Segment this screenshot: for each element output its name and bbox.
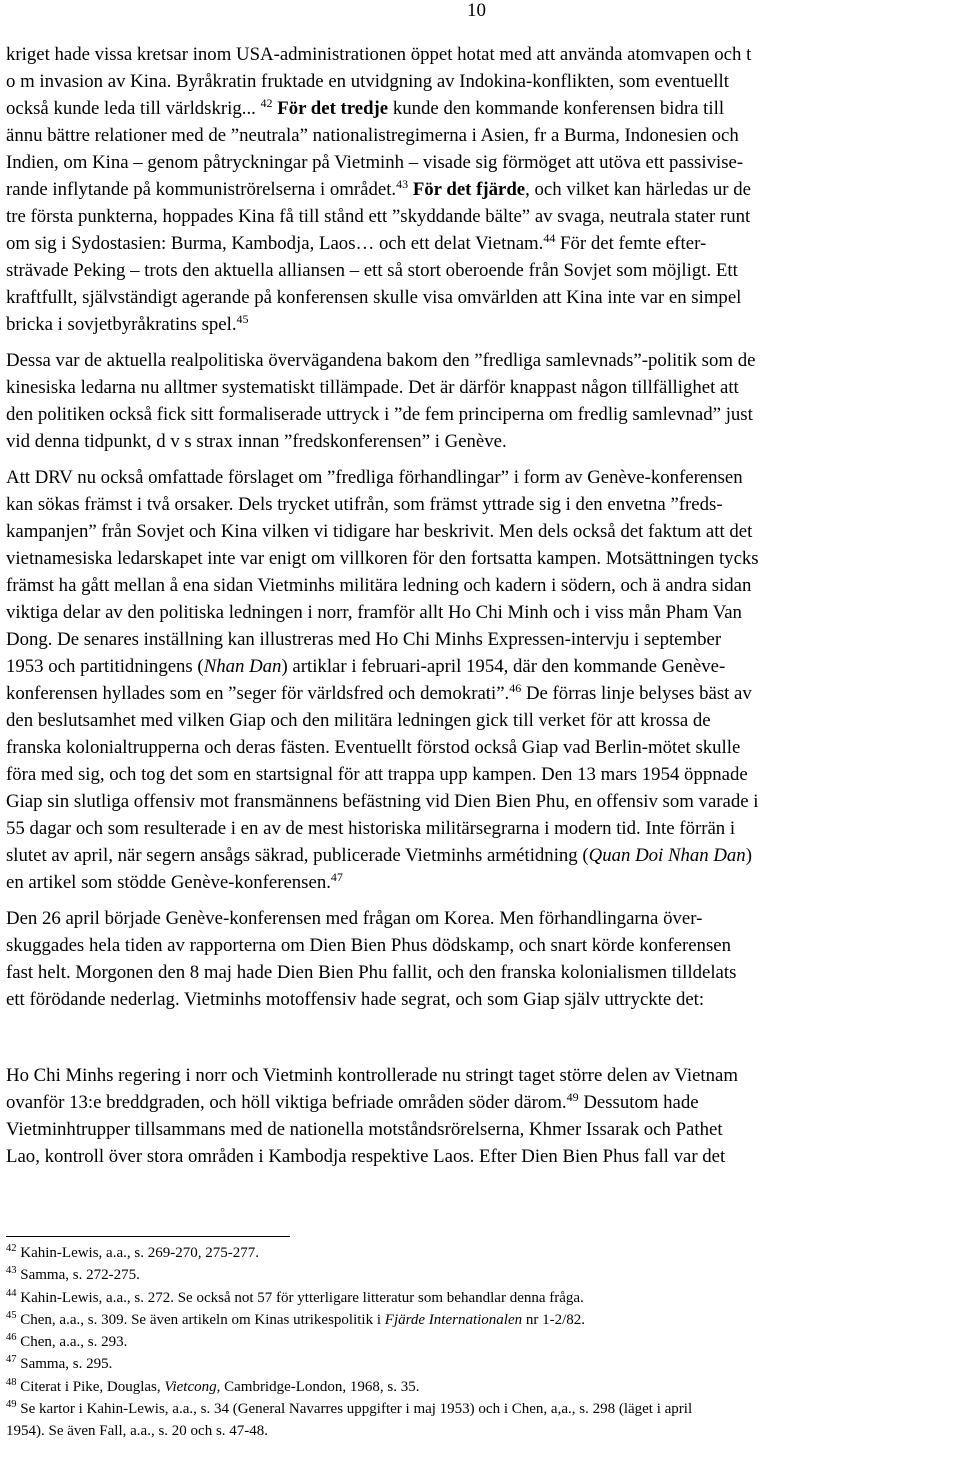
text-line: rande inflytande på kommuniströrelserna i området. [6,179,397,200]
text-line: strävade Peking – trots den aktuella alliansen – ett så stort oberoende från Sovjet som möjligt. Ett [6,260,738,281]
text-line: Vietminhtrupper tillsammans med de nationella motståndsrörelserna, Khmer Issarak och Pathet [6,1119,723,1140]
footnotes [6,1236,954,1443]
footnote-ref-45[interactable]: 45 [236,312,249,326]
footnote-ref-49[interactable]: 49 [566,1090,579,1104]
text-line: bricka i sovjetbyråkratins spel. [6,314,237,335]
paragraph-5 [6,1062,954,1170]
text-line: kunde den kommande konferensen bidra till [388,98,725,119]
footnote-text: Samma, s. 272-275. [20,1267,140,1284]
text-line: Indien, om Kina – genom påtryckningar på Vietminh – visade sig förmöget att utöva ett passivise- [6,152,744,173]
text-line: De förras linje belyses bäst av [521,683,752,704]
footnote-text: Kahin-Lewis, a.a., s. 269-270, 275-277. [20,1245,259,1261]
footnote-text: Samma, s. 295. [20,1356,113,1373]
text-line: Den 26 april började Genève-konferensen med frågan om Korea. Men förhandlingarna över- [6,908,703,929]
footnote-number: 43 [6,1265,17,1277]
text-line: ) artiklar i februari-april 1954, där den kommande Genève- [281,656,726,677]
text-line: konferensen hyllades som en ”seger för världsfred och demokrati”. [6,683,510,704]
footnote-text: Chen, a.a., s. 293. [20,1334,128,1351]
footnote-number: 44 [6,1287,17,1299]
text-line: också kunde leda till världskrig... [6,98,261,119]
paragraph-3 [6,464,954,896]
text-line: Att DRV nu också omfattade förslaget om ”fredliga förhandlingar” i form av Genève-konferensen [6,467,743,488]
text-line: en artikel som stödde Genève-konferensen. [6,872,331,893]
text-line: vid denna tidpunkt, d v s strax innan ”fredskonferensen” i Genève. [6,431,507,452]
footnote-45 [6,1309,954,1331]
footnote-text: 1954). Se även Fall, a.a., s. 20 och s. 47-48. [6,1423,269,1440]
footnote-number: 48 [6,1376,17,1388]
footnote-48 [6,1376,954,1398]
text-line: 55 dagar och som resulterade i en av de mest historiska militärsegrarna i modern tid. Inte förrän i [6,818,736,839]
page-number: 10 [467,0,486,21]
text-line: ännu bättre relationer med de ”neutrala” nationalistregimerna i Asien, fr a Burma, Indonesien och [6,125,739,146]
footnote-ref-47[interactable]: 47 [330,870,343,884]
text-line: fast helt. Morgonen den 8 maj hade Dien Bien Phu fallit, och den franska kolonialismen tilldelats [6,962,737,983]
footnote-ref-43[interactable]: 43 [396,177,409,191]
newspaper-title: Nhan Dan [203,656,282,677]
text-line: slutet av april, när segern ansågs säkrad, publicerade Vietminhs armétidning ( [6,845,589,866]
footnote-49 [6,1398,954,1443]
footnote-46 [6,1331,954,1353]
text-line: franska kolonialtrupperna och deras fästen. Eventuellt förstod också Giap vad Berlin-mötet skulle [6,737,741,758]
text-line: främst ha gått mellan å ena sidan Vietminhs militära ledning och kadern i södern, och ä andra sidan [6,575,752,596]
text-line: föra med sig, och tog det som en startsignal för att trappa upp kampen. Den 13 mars 1954 öppnade [6,764,748,785]
text-line: viktiga delar av den politiska ledningen i norr, framför allt Ho Chi Minh och i viss mån Pham Van [6,602,742,623]
footnote-number: 42 [6,1243,17,1254]
text-line: o m invasion av Kina. Byråkratin fruktade en utvidgning av Indokina-konflikten, som eventuellt [6,71,729,92]
footnote-42 [6,1242,954,1264]
footnote-number: 47 [6,1354,17,1366]
text-line: Ho Chi Minhs regering i norr och Vietminh kontrollerade nu stringt taget större delen av Vietnam [6,1065,738,1086]
paragraph-2 [6,347,954,455]
footnote-43 [6,1264,954,1286]
text-line: kampanjen” från Sovjet och Kina vilken vi tidigare har beskrivit. Men dels också det faktum att det [6,521,753,542]
text-line: tre första punkterna, hoppades Kina få till stånd ett ”skyddande bälte” av svaga, neutrala stater runt [6,206,751,227]
text-line: skuggades hela tiden av rapporterna om Dien Bien Phus dödskamp, och snart körde konferensen [6,935,731,956]
footnote-text: Kahin-Lewis, a.a., s. 272. Se också not 57 för ytterligare litteratur som behandlar denna fråga. [20,1289,584,1306]
text-line: Lao, kontroll över stora områden i Kambodja respektive Laos. Efter Dien Bien Phus fall var det [6,1146,726,1167]
emphasis-fourth: För det fjärde [412,179,526,200]
footnote-ref-46[interactable]: 46 [509,681,522,695]
text-line: om sig i Sydostasien: Burma, Kambodja, Laos… och ett delat Vietnam. [6,233,544,254]
text-line: den beslutsamhet med vilken Giap och den militära ledningen gick till verket för att krossa de [6,710,711,731]
footnote-text: Citerat i Pike, Douglas, [20,1378,165,1395]
text-line: kinesiska ledarna nu alltmer systematiskt tillämpade. Det är därför knappast någon tillfällighet att [6,377,739,398]
text-line: kriget hade vissa kretsar inom USA-administrationen öppet hotat med att använda atomvapen och t [6,44,752,65]
footnote-number: 46 [6,1332,17,1344]
block-quote [32,1025,954,1052]
footnote-number: 49 [6,1399,17,1411]
text-line: Dong. De senares inställning kan illustreras med Ho Chi Minhs Expressen-intervju i september [6,629,722,650]
footnote-text: Se kartor i Kahin-Lewis, a.a., s. 34 (General Navarres uppgifter i maj 1953) och i Chen, a,a., s. 298 (läget i april [20,1401,693,1418]
footnote-ref-44[interactable]: 44 [543,231,556,245]
text-line: ovanför 13:e breddgraden, och höll viktiga befriade områden söder därom. [6,1092,567,1113]
footnote-47 [6,1353,954,1375]
footnote-text: nr 1-2/82. [522,1311,586,1328]
footnote-number: 45 [6,1309,17,1321]
paragraph-1 [6,41,954,338]
text-line: Dessutom hade [578,1092,699,1113]
body-text [6,41,954,1170]
footnote-44 [6,1287,954,1309]
footnote-ref-42[interactable]: 42 [260,96,273,110]
text-line: vietnamesiska ledarskapet inte var enigt om villkoren för den fortsatta kampen. Motsättningen tycks [6,548,759,569]
text-line: Dessa var de aktuella realpolitiska övervägandena bakom den ”fredliga samlevnads”-politik som de [6,350,756,371]
paragraph-4 [6,905,954,1013]
text-line: Giap sin slutliga offensiv mot fransmännens befästning vid Dien Bien Phu, en offensiv som varade i [6,791,759,812]
text-line: ett förödande nederlag. Vietminhs motoffensiv hade segrat, och som Giap själv uttryckte det: [6,989,705,1010]
footnote-italic-title: Fjärde Internationalen [384,1311,523,1328]
footnote-divider [6,1236,290,1237]
text-line: För det femte efter- [555,233,707,254]
text-line: kan sökas främst i två orsaker. Dels trycket utifrån, som främst yttrade sig i den envetna ”freds- [6,494,723,515]
text-line: kraftfullt, självständigt agerande på konferensen skulle visa omvärlden att Kina inte var en simpel [6,287,742,308]
newspaper-title: Quan Doi Nhan Dan [588,845,746,866]
text-line: ) [745,845,752,866]
text-line: 1953 och partitidningens ( [6,656,204,677]
footnote-text: , Cambridge-London, 1968, s. 35. [216,1378,420,1395]
footnote-italic-title: Vietcong [164,1378,217,1395]
footnote-text: Chen, a.a., s. 309. Se även artikeln om Kinas utrikespolitik i [20,1311,385,1328]
text-line: , och vilket kan härledas ur de [525,179,751,200]
emphasis-third: För det tredje [277,98,389,119]
text-line: den politiken också fick sitt formaliserade uttryck i ”de fem principerna om fredlig samlevnad” just [6,404,753,425]
